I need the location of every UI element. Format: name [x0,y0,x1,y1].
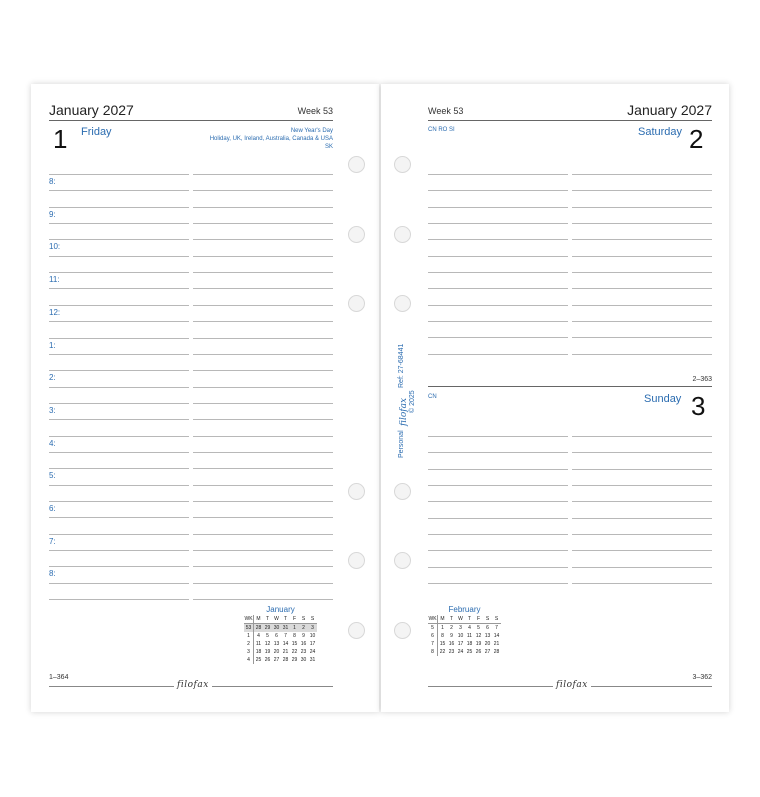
write-line [49,517,189,518]
punch-hole [348,622,365,639]
write-line [49,174,189,175]
write-line [193,387,333,388]
holiday-note [133,127,333,151]
punch-hole [348,226,365,243]
write-line [428,321,568,322]
write-line [572,190,712,191]
write-line [572,223,712,224]
calendar-header-cell: M [254,615,264,624]
calendar-day-cell: 14 [493,633,500,639]
hour-label: 8: [49,569,56,578]
write-line [572,485,712,486]
calendar-day-cell: 28 [282,657,289,663]
write-line [428,501,568,502]
write-line [572,288,712,289]
write-line [572,452,712,453]
calendar-day-cell: 22 [291,649,298,655]
write-line [428,469,568,470]
calendar-day-cell: 6 [486,625,489,631]
write-line [49,223,189,224]
write-line [572,354,712,355]
write-line [572,436,712,437]
calendar-day-cell: 5 [477,625,480,631]
write-line [193,174,333,175]
calendar-header-cell: S [492,615,501,624]
calendar-day-cell: 30 [273,625,280,631]
calendar-day-cell: 7 [284,633,287,639]
holiday-line-1: New Year's Day [290,128,333,134]
write-line [49,207,189,208]
calendar-day-cell: 9 [450,633,453,639]
write-line [193,338,333,339]
write-line [428,256,568,257]
write-line [193,288,333,289]
calendar-week-number: 6 [428,632,438,640]
write-line [49,190,189,191]
calendar-header-cell: M [438,615,448,624]
filofax-logo: filofax [553,680,591,690]
right-page [381,84,729,712]
hour-label: 12: [49,308,61,317]
write-line [572,256,712,257]
calendar-day-cell: 16 [300,641,307,647]
calendar-day-cell: 23 [448,649,455,655]
punch-hole [394,156,411,173]
write-line [193,305,333,306]
mini-calendar-february [428,605,501,656]
calendar-day-cell: 29 [264,625,271,631]
write-line [572,174,712,175]
day-divider-rule [428,386,712,387]
write-line [193,436,333,437]
write-line [428,485,568,486]
punch-hole [394,552,411,569]
hour-label: 6: [49,504,56,513]
write-line [572,469,712,470]
punch-hole [394,295,411,312]
calendar-header-cell: T [447,615,456,624]
calendar-day-cell: 18 [255,649,262,655]
calendar-day-cell: 28 [493,649,500,655]
write-line [572,207,712,208]
write-line [49,354,189,355]
calendar-day-cell: 6 [275,633,278,639]
write-line [193,517,333,518]
calendar-day-cell: 23 [300,649,307,655]
calendar-header-cell: W [272,615,281,624]
write-line [193,239,333,240]
calendar-day-cell: 4 [257,633,260,639]
write-line [428,452,568,453]
write-line [193,207,333,208]
calendar-week-number: 5 [428,624,438,633]
left-page [31,84,379,712]
calendar-day-cell: 31 [282,625,289,631]
header-rule [49,120,333,121]
write-line [572,583,712,584]
calendar-day-cell: 12 [475,633,482,639]
calendar-day-cell: 28 [254,624,264,633]
calendar-day-cell: 27 [273,657,280,663]
day2-number: 2 [689,124,704,154]
calendar-header-cell: WK [244,616,253,622]
day2-code: 2–363 [692,376,712,383]
write-line [193,190,333,191]
write-line [428,174,568,175]
write-line [572,305,712,306]
write-line [49,501,189,502]
write-line [193,583,333,584]
calendar-header-cell: S [299,615,308,624]
day3-countries: CN [428,394,437,400]
hour-label: 10: [49,242,61,251]
calendar-day-cell: 10 [457,633,464,639]
write-line [572,337,712,338]
write-line [193,452,333,453]
calendar-day-cell: 31 [309,657,316,663]
calendar-day-cell: 15 [439,641,446,647]
write-line [572,272,712,273]
punch-hole [348,295,365,312]
calendar-week-number: 2 [244,640,254,648]
calendar-day-cell: 21 [493,641,500,647]
calendar-week-number: 3 [244,648,254,656]
calendar-day-cell: 8 [441,633,444,639]
calendar-day-cell: 26 [475,649,482,655]
mini-calendar-grid [428,615,501,656]
calendar-day-cell: 12 [264,641,271,647]
day3-name: Sunday [644,393,682,405]
write-line [49,485,189,486]
write-line [49,321,189,322]
page-code: 3–362 [692,674,712,681]
holiday-line-2: Holiday, UK, Ireland, Australia, Canada & USA [209,136,333,142]
write-line [193,534,333,535]
calendar-day-cell: 2 [299,624,308,633]
spine-personal: Personal [398,430,405,458]
hour-label: 11: [49,275,60,284]
calendar-day-cell: 13 [484,633,491,639]
write-line [49,387,189,388]
write-line [428,518,568,519]
calendar-header-cell: WK [428,616,437,622]
calendar-day-cell: 25 [466,649,473,655]
write-line [49,403,189,404]
write-line [193,550,333,551]
spine-ref: Ref: 27-68441 [398,343,405,388]
hour-label: 1: [49,341,56,350]
calendar-header-cell: T [263,615,272,624]
write-line [49,583,189,584]
hour-label: 2: [49,373,56,382]
calendar-header-cell: F [290,615,299,624]
write-line [428,305,568,306]
write-line [428,354,568,355]
write-line [428,223,568,224]
calendar-day-cell: 26 [264,657,271,663]
write-line [428,436,568,437]
write-line [428,239,568,240]
write-line [572,550,712,551]
calendar-day-cell: 4 [468,625,471,631]
calendar-header-cell: W [456,615,465,624]
write-line [49,256,189,257]
write-line [49,305,189,306]
write-line [428,272,568,273]
calendar-day-cell: 9 [302,633,305,639]
calendar-day-cell: 16 [448,641,455,647]
calendar-header-cell: F [474,615,483,624]
write-line [193,272,333,273]
punch-hole [394,226,411,243]
calendar-day-cell: 18 [466,641,473,647]
day-number: 1 [53,124,68,154]
day2-name: Saturday [638,126,683,138]
write-line [49,534,189,535]
write-line [428,534,568,535]
write-line [193,485,333,486]
hour-label: 5: [49,471,56,480]
write-line [49,239,189,240]
hour-label: 7: [49,537,56,546]
day3-number: 3 [691,391,706,421]
calendar-week-number: 7 [428,640,438,648]
calendar-day-cell: 17 [309,641,316,647]
write-line [49,468,189,469]
write-line [428,207,568,208]
punch-hole [348,156,365,173]
calendar-week-number: 1 [244,632,254,640]
punch-hole [394,622,411,639]
calendar-day-cell: 3 [459,625,462,631]
header-rule [428,120,712,121]
right-week-label: Week 53 [428,106,464,116]
write-line [428,583,568,584]
calendar-day-cell: 20 [273,649,280,655]
write-line [49,288,189,289]
hour-label: 8: [49,177,56,186]
left-week-label: Week 53 [297,106,333,116]
right-month-title: January 2027 [627,102,712,118]
mini-calendar-january [244,605,317,664]
spine-copyright: © 2025 [409,390,416,413]
write-line [193,223,333,224]
write-line [572,501,712,502]
calendar-week-number: 8 [428,648,438,656]
write-line [49,436,189,437]
hour-label: 3: [49,406,56,415]
write-line [49,550,189,551]
calendar-day-cell: 21 [282,649,289,655]
calendar-day-cell: 1 [290,624,299,633]
calendar-day-cell: 10 [309,633,316,639]
write-line [49,566,189,567]
calendar-week-number: 4 [244,656,254,664]
page-code: 1–364 [49,674,69,681]
write-line [193,468,333,469]
calendar-day-cell: 1 [441,625,444,631]
calendar-header-cell: S [308,615,317,624]
left-month-title: January 2027 [49,102,134,118]
write-line [49,272,189,273]
write-line [428,190,568,191]
calendar-day-cell: 3 [308,624,317,633]
calendar-day-cell: 29 [291,657,298,663]
calendar-day-cell: 25 [255,657,262,663]
calendar-header-cell: S [483,615,492,624]
day2-countries: CN RO SI [428,127,455,133]
calendar-day-cell: 8 [293,633,296,639]
write-line [193,501,333,502]
write-line [428,567,568,568]
write-line [193,370,333,371]
write-line [193,256,333,257]
write-line [428,337,568,338]
write-line [572,518,712,519]
calendar-day-cell: 2 [450,625,453,631]
write-line [572,534,712,535]
calendar-day-cell: 11 [466,633,473,639]
write-line [572,239,712,240]
calendar-day-cell: 5 [266,633,269,639]
calendar-day-cell: 22 [439,649,446,655]
write-line [49,419,189,420]
write-line [428,550,568,551]
holiday-line-3: SK [324,144,333,150]
punch-hole [348,552,365,569]
mini-calendar-grid [244,615,317,664]
filofax-logo: filofax [174,680,212,690]
calendar-day-cell: 19 [264,649,271,655]
write-line [49,452,189,453]
write-line [193,354,333,355]
calendar-header-cell: T [281,615,290,624]
calendar-day-cell: 7 [495,625,498,631]
write-line [193,599,333,600]
calendar-day-cell: 11 [255,641,262,647]
punch-hole [348,483,365,500]
calendar-day-cell: 27 [484,649,491,655]
spine-brand: filofax [399,397,409,426]
hour-label: 9: [49,210,56,219]
calendar-header-cell: T [465,615,474,624]
punch-hole [394,483,411,500]
write-line [572,567,712,568]
calendar-day-cell: 15 [291,641,298,647]
calendar-week-number: 53 [244,624,254,633]
calendar-day-cell: 17 [457,641,464,647]
mini-calendar-month: January [266,605,295,614]
write-line [193,321,333,322]
calendar-day-cell: 20 [484,641,491,647]
write-line [572,321,712,322]
hour-label: 4: [49,439,56,448]
calendar-day-cell: 19 [475,641,482,647]
calendar-day-cell: 30 [300,657,307,663]
mini-calendar-month: February [448,605,481,614]
write-line [428,288,568,289]
write-line [193,403,333,404]
write-line [49,599,189,600]
write-line [193,419,333,420]
calendar-day-cell: 24 [309,649,316,655]
calendar-day-cell: 24 [457,649,464,655]
write-line [49,370,189,371]
day-name: Friday [81,126,112,138]
calendar-day-cell: 14 [282,641,289,647]
calendar-day-cell: 13 [273,641,280,647]
write-line [49,338,189,339]
write-line [193,566,333,567]
